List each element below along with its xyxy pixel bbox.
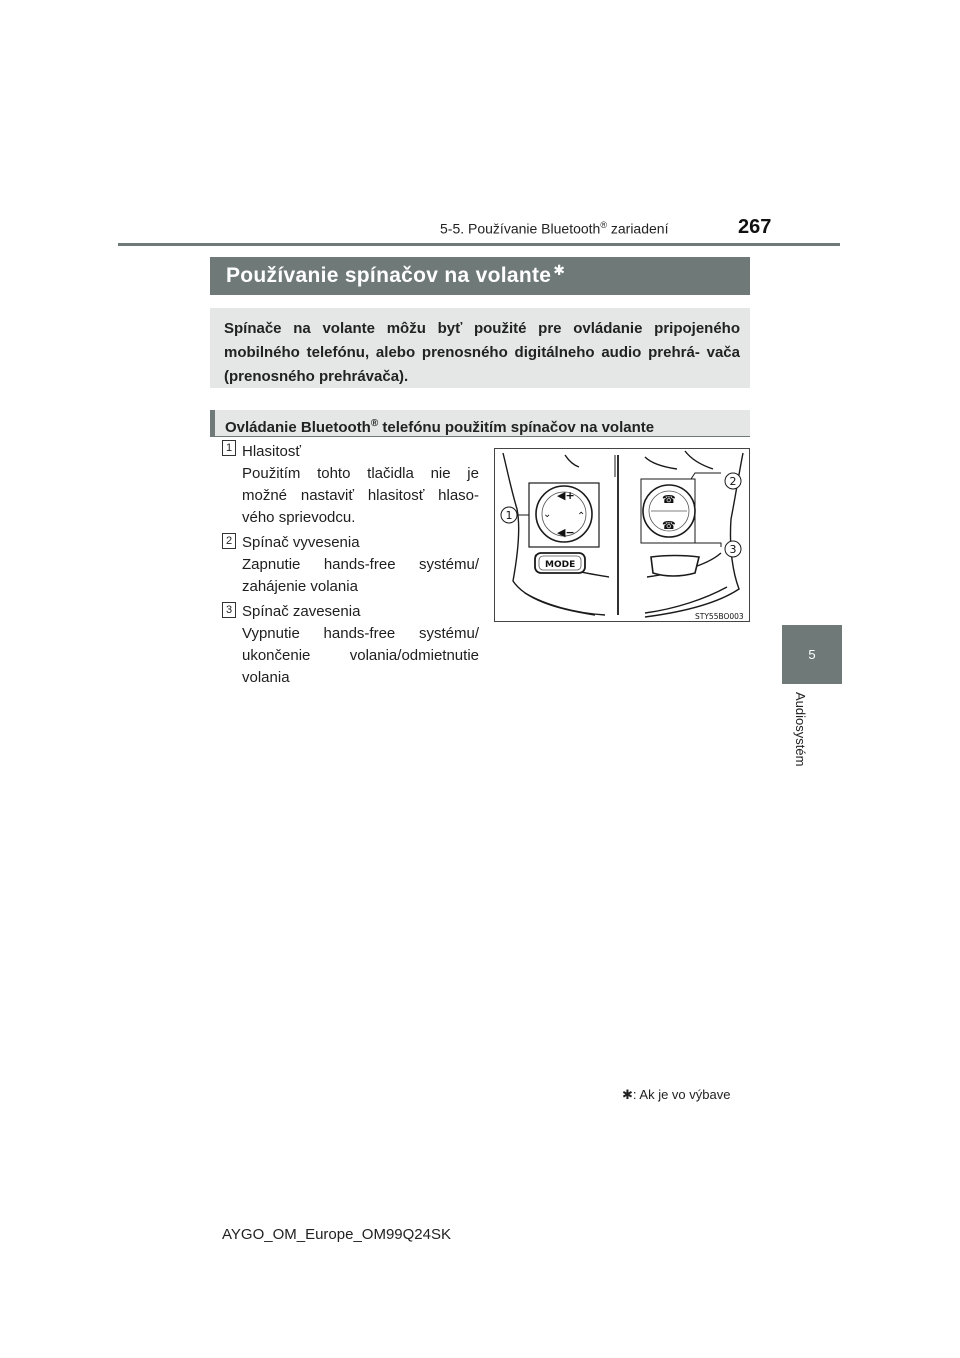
steering-switch-figure	[494, 448, 750, 622]
chapter-tab: 5	[782, 625, 842, 684]
svg-text:MODE: MODE	[545, 560, 576, 570]
callout-2	[725, 473, 741, 489]
phone-switch	[641, 479, 695, 543]
svg-text:⌃: ⌃	[577, 511, 586, 522]
item-number-2: 2	[222, 533, 236, 549]
header-rule	[118, 243, 840, 246]
figure-code: STY55BO003	[695, 612, 744, 621]
callout-1	[501, 507, 517, 523]
item-3: Spínač zavesenia Vypnutie hands-free systému/ ukončenie volania/odmietnutie volania	[242, 603, 479, 686]
subheading-rule	[210, 436, 750, 437]
section-title: Používanie spínačov na volante ✱	[210, 257, 750, 295]
callout-3	[725, 541, 741, 557]
on-hook-icon: ☎	[662, 519, 676, 532]
svg-text:⌄: ⌄	[543, 509, 552, 520]
document-id: AYGO_OM_Europe_OM99Q24SK	[222, 1226, 451, 1243]
svg-text:◀−: ◀−	[557, 526, 575, 539]
volume-switch	[529, 483, 599, 547]
page-number: 267	[738, 216, 772, 238]
availability-star-icon: ✱	[553, 262, 566, 278]
footnote: ✱: Ak je vo výbave	[622, 1087, 731, 1102]
svg-text:3: 3	[729, 543, 737, 556]
steering-wheel-illustration	[495, 449, 750, 622]
item-1: Hlasitosť Použitím tohto tlačidla nie je možné nastaviť hlasitosť hlaso- vého sprievodcu.	[242, 443, 479, 526]
section-header: 5-5. Používanie Bluetooth® zariadení	[440, 220, 669, 237]
item-number-3: 3	[222, 602, 236, 618]
availability-star-icon: ✱	[622, 1087, 633, 1102]
svg-text:1: 1	[505, 509, 513, 522]
svg-text:2: 2	[729, 475, 737, 488]
svg-text:◀+: ◀+	[557, 489, 575, 502]
item-number-1: 1	[222, 440, 236, 456]
item-2: Spínač vyvesenia Zapnutie hands-free systému/ zahájenie volania	[242, 534, 479, 595]
mode-button	[535, 553, 585, 573]
off-hook-icon: ☎	[662, 493, 676, 506]
subheading: Ovládanie Bluetooth® telefónu použitím spínačov na volante	[210, 410, 750, 437]
chapter-label: Audiosystém	[793, 692, 808, 767]
intro-box: Spínače na volante môžu byť použité pre ovládanie pripojeného mobilného telefónu, alebo prenosného digitálneho audio prehrá- vača (prenosného prehrávača).	[210, 308, 750, 388]
